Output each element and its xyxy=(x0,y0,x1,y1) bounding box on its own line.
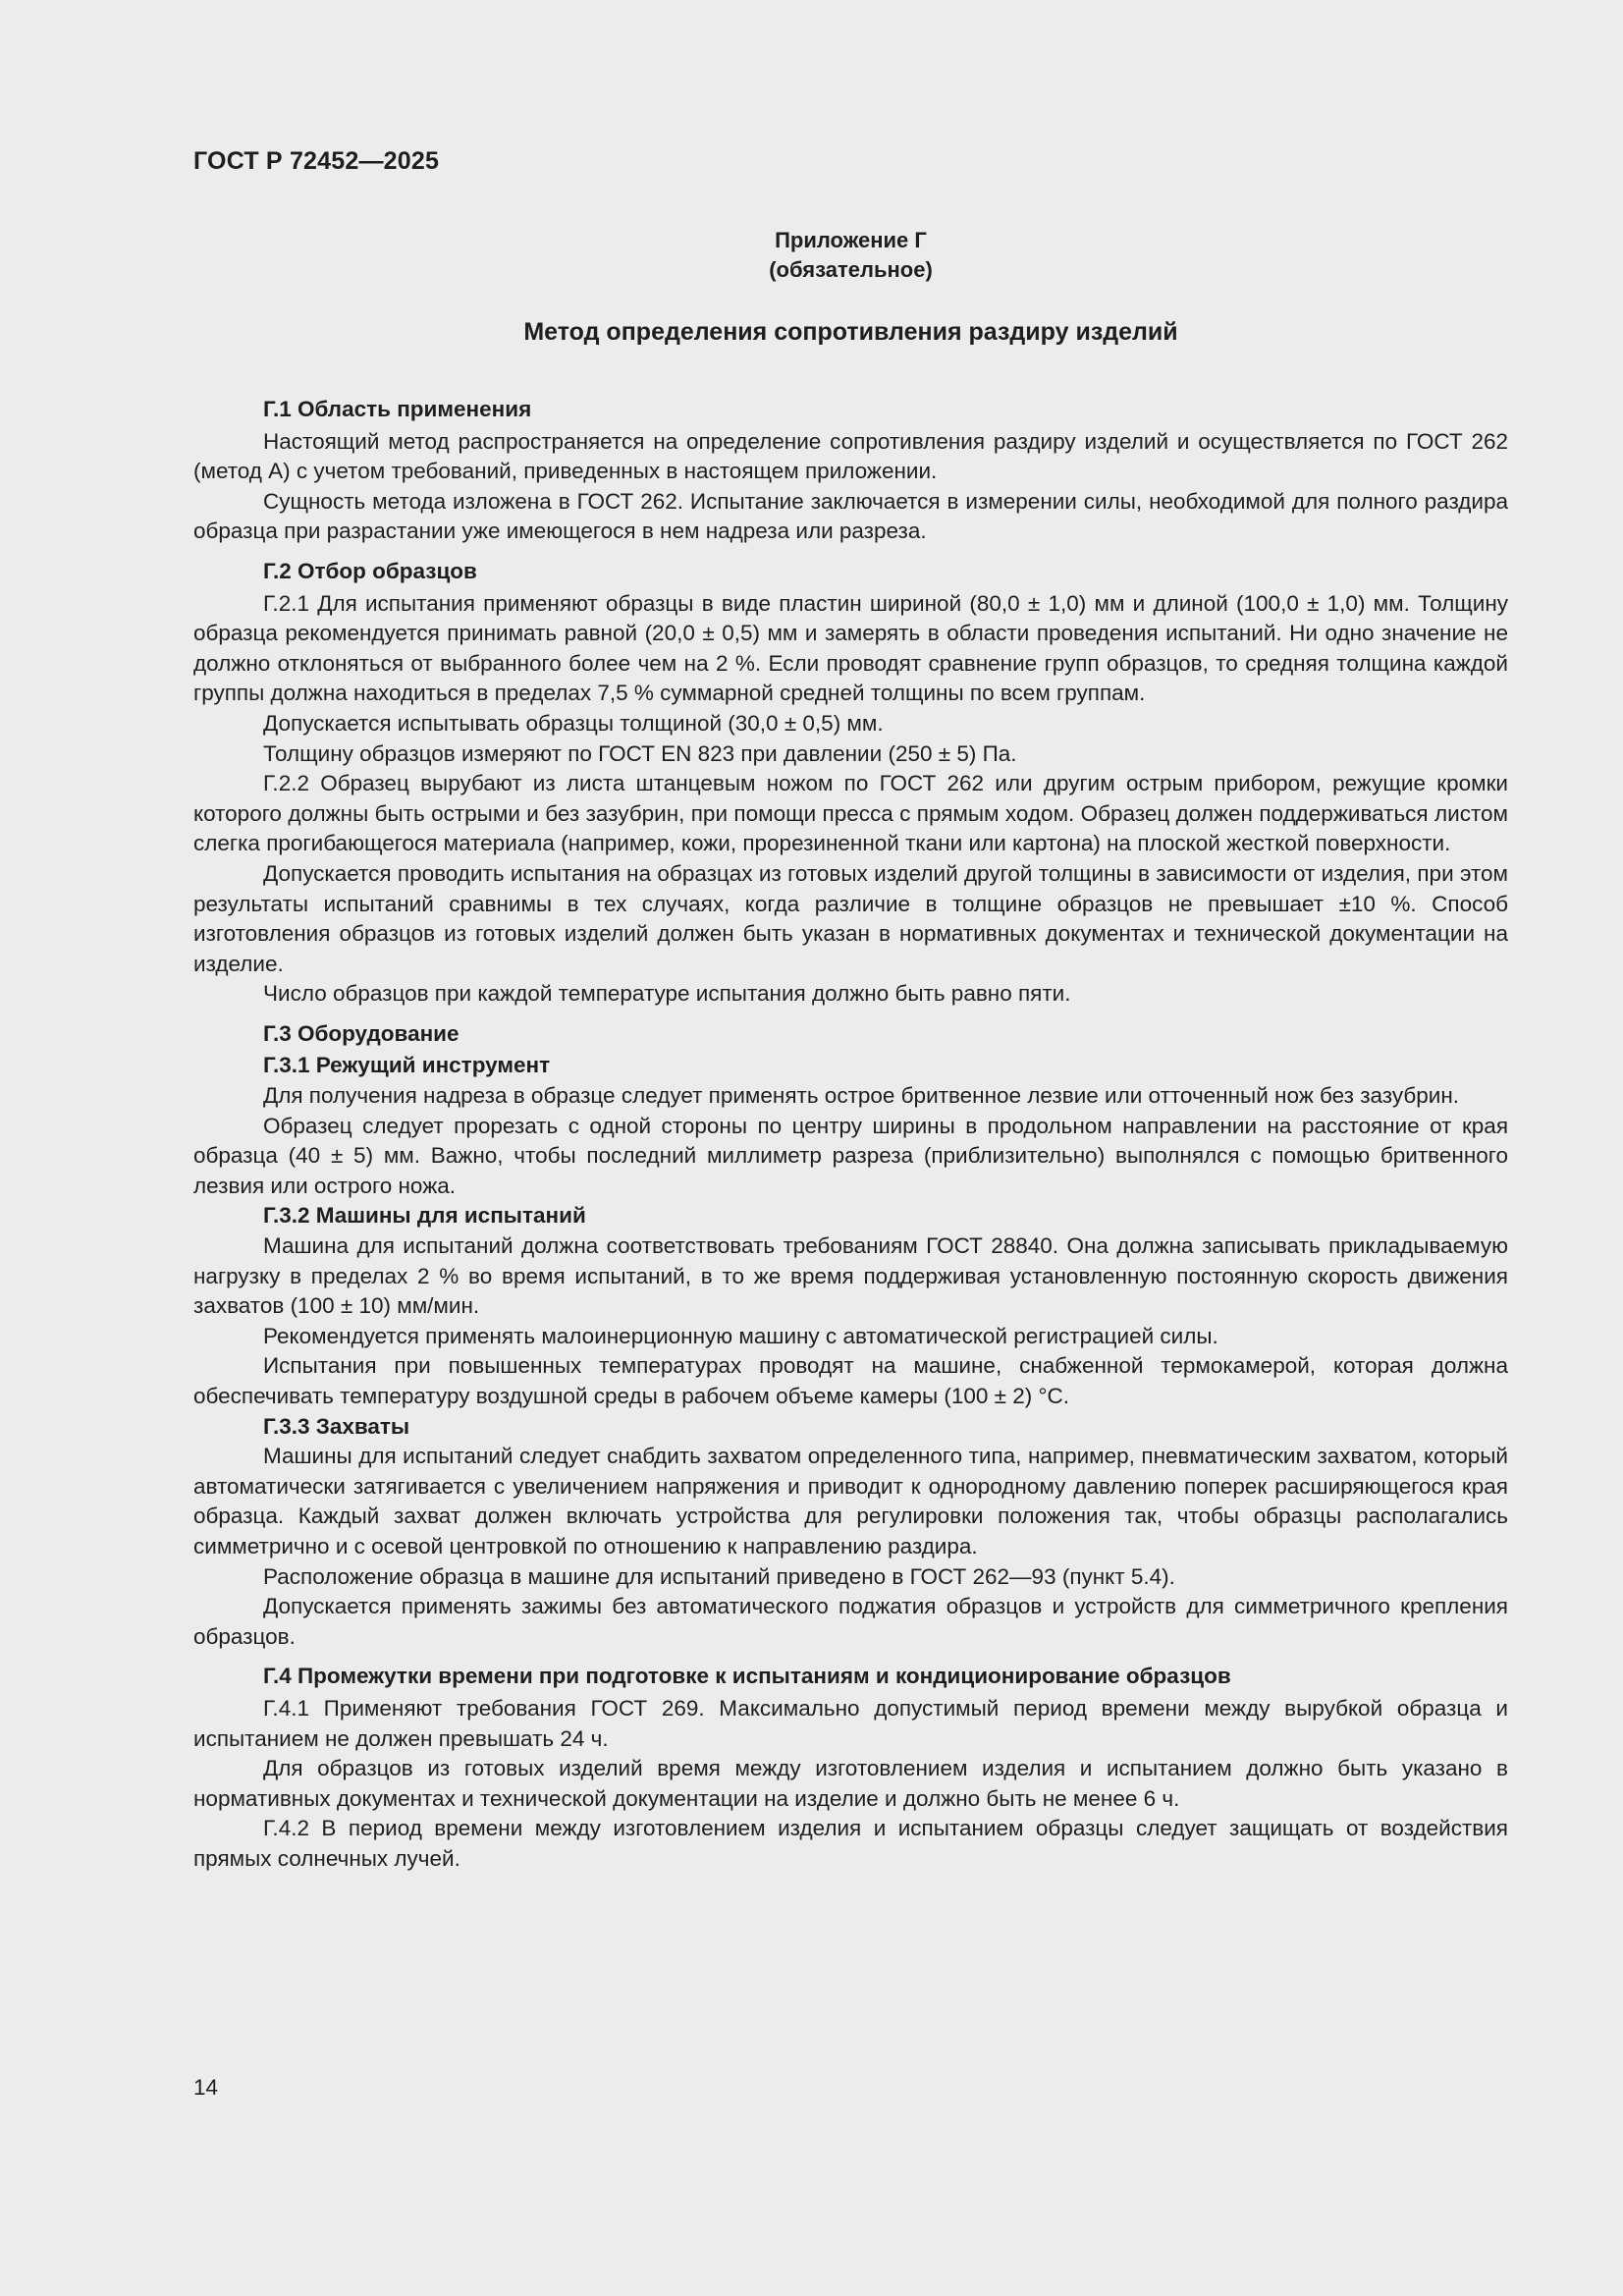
paragraph: Испытания при повышенных температурах проводят на машине, снабженной термокамерой, которая должна обеспечивать температуру воздушной среды в рабочем объеме камеры (100 ± 2) °С. xyxy=(193,1353,1508,1408)
paragraph: Допускается проводить испытания на образцах из готовых изделий другой толщины в зависимости от изделия, при этом результаты испытаний сравнимы в тех случаях, когда различие в толщине образцов не превышает ±10 %. Способ изготовления образцов из готовых изделий должен быть указан в нормативных документах и технической документации на изделие. xyxy=(193,860,1508,976)
paragraph: Г.4.1 Применяют требования ГОСТ 269. Максимально допустимый период времени между вырубкой образца и испытанием не должен превышать 24 ч. xyxy=(193,1695,1508,1751)
paragraph: Число образцов при каждой температуре испытания должно быть равно пяти. xyxy=(263,981,1071,1007)
paragraph: Для образцов из готовых изделий время между изготовлением изделия и испытанием должно быть указано в нормативных документах и технической документации на изделие и должно быть не менее 6 ч. xyxy=(193,1756,1508,1811)
paragraph: Настоящий метод распространяется на определение сопротивления раздиру изделий и осуществляется по ГОСТ 262 (метод А) с учетом требований, приведенных в настоящем приложении. xyxy=(193,428,1508,484)
paragraph: Рекомендуется применять малоинерционную машину с автоматической регистрацией силы. xyxy=(263,1323,1218,1348)
paragraph: Г.4.2 В период времени между изготовлением изделия и испытанием образцы следует защищать от воздействия прямых солнечных лучей. xyxy=(193,1816,1508,1871)
paragraph: Г.2.2 Образец вырубают из листа штанцевым ножом по ГОСТ 262 или другим острым прибором, режущие кромки которого должны быть острыми и без зазубрин, при помощи пресса с прямым ходом. Образец должен поддерживаться листом слегка прогибающегося материала (например, кожи, прорезиненной ткани или картона) на плоской жесткой поверхности. xyxy=(193,771,1508,856)
paragraph: Г.2.1 Для испытания применяют образцы в виде пластин шириной (80,0 ± 1,0) мм и длиной (100,0 ± 1,0) мм. Толщину образца рекомендуется принимать равной (20,0 ± 0,5) мм и замерять в области проведения испытаний. Ни одно значение не должно отклоняться от выбранного более чем на 2 %. Если проводят сравнение групп образцов, то средняя толщина каждой группы должна находиться в пределах 7,5 % суммарной средней толщины по всем группам. xyxy=(193,590,1508,706)
subsection-heading-g3-2: Г.3.2 Машины для испытаний xyxy=(263,1203,586,1229)
paragraph: Расположение образца в машине для испытаний приведено в ГОСТ 262—93 (пункт 5.4). xyxy=(263,1563,1175,1589)
page-number: 14 xyxy=(193,2075,219,2100)
paragraph: Сущность метода изложена в ГОСТ 262. Испытание заключается в измерении силы, необходимой для полного раздира образца при разрастании уже имеющегося в нем надреза или разреза. xyxy=(193,488,1508,544)
paragraph: Машины для испытаний следует снабдить захватом определенного типа, например, пневматическим захватом, который автоматически затягивается с увеличением напряжения и приводит к однородному давлению поперек расширяющегося края образца. Каждый захват должен включать устройства для регулировки положения так, чтобы образцы располагались симметрично и с осевой центровкой по отношению к направлению раздира. xyxy=(193,1444,1508,1558)
section-heading-g1: Г.1 Область применения xyxy=(263,397,532,421)
document-body xyxy=(193,395,1508,1875)
paragraph: Для получения надреза в образце следует применять острое бритвенное лезвие или отточенный нож без зазубрин. xyxy=(263,1083,1460,1109)
appendix-heading xyxy=(193,226,1508,285)
paragraph: Образец следует прорезать с одной стороны по центру ширины в продольном направлении на расстояние от края образца (40 ± 5) мм. Важно, чтобы последний миллиметр разреза (приблизительно) выполнялся с помощью бритвенного лезвия или острого ножа. xyxy=(193,1113,1508,1198)
document-code: ГОСТ Р 72452—2025 xyxy=(193,147,440,175)
subsection-heading-g3-1: Г.3.1 Режущий инструмент xyxy=(263,1053,551,1078)
section-heading-g2: Г.2 Отбор образцов xyxy=(263,558,477,583)
appendix-label: Приложение Г xyxy=(775,228,927,252)
paragraph: Допускается применять зажимы без автоматического поджатия образцов и устройств для симметричного крепления образцов. xyxy=(193,1594,1508,1649)
section-heading-g4: Г.4 Промежутки времени при подготовке к испытаниям и кондиционирование образцов xyxy=(263,1664,1231,1689)
page-title: Метод определения сопротивления раздиру изделий xyxy=(523,318,1178,346)
paragraph: Толщину образцов измеряют по ГОСТ EN 823 при давлении (250 ± 5) Па. xyxy=(263,740,1017,766)
appendix-status: (обязательное) xyxy=(769,257,933,282)
paragraph: Машина для испытаний должна соответствовать требованиям ГОСТ 28840. Она должна записывать прикладываемую нагрузку в пределах 2 % во время испытаний, в то же время поддерживая установленную постоянную скорость движения захватов (100 ± 10) мм/мин. xyxy=(193,1233,1508,1319)
section-heading-g3: Г.3 Оборудование xyxy=(263,1020,460,1046)
subsection-heading-g3-3: Г.3.3 Захваты xyxy=(263,1413,410,1439)
paragraph: Допускается испытывать образцы толщиной (30,0 ± 0,5) мм. xyxy=(263,710,884,736)
